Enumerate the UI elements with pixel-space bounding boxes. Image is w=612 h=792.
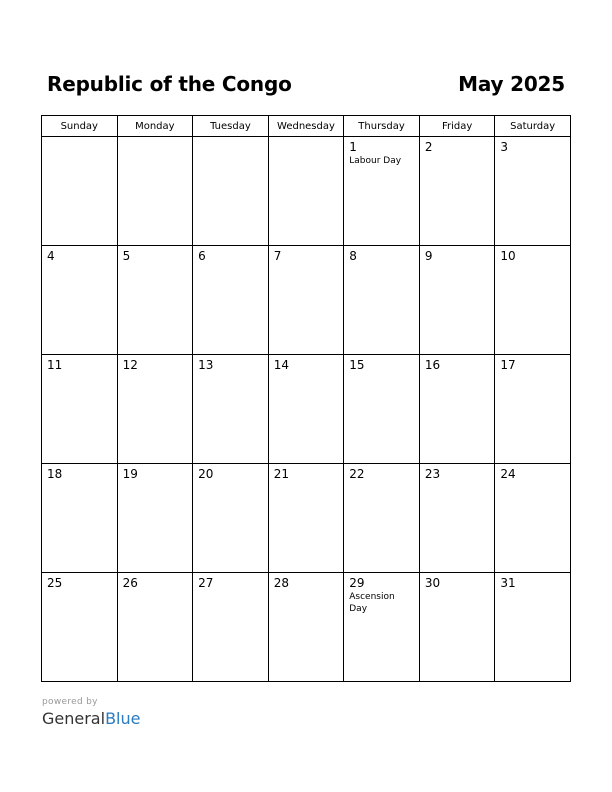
weekday-header: Saturday (495, 116, 571, 137)
day-number: 26 (122, 576, 138, 590)
day-number: 16 (424, 358, 441, 372)
weekday-header: Tuesday (193, 116, 269, 137)
day-number: 11 (47, 358, 63, 372)
footer-branding (42, 697, 140, 729)
month-year-title: May 2025 (458, 72, 565, 96)
brand-name-part1: General (42, 709, 106, 728)
powered-by-text: powered by (42, 697, 98, 707)
day-number: 22 (349, 467, 365, 481)
day-number: 14 (273, 358, 289, 372)
day-cell (419, 464, 495, 573)
day-cell (42, 573, 118, 682)
weekday-header: Wednesday (268, 116, 344, 137)
day-cell (495, 355, 571, 464)
week-row (42, 573, 571, 682)
day-cell (344, 573, 420, 682)
day-number: 25 (47, 576, 63, 590)
day-cell (268, 573, 344, 682)
day-cell (344, 464, 420, 573)
day-number: 9 (424, 249, 433, 263)
weekday-header: Monday (117, 116, 193, 137)
day-number: 3 (500, 140, 509, 154)
day-number: 8 (349, 249, 357, 263)
day-number: 24 (500, 467, 516, 481)
day-cell (419, 573, 495, 682)
holiday-label: Ascension Day (349, 592, 395, 614)
day-number: 28 (273, 576, 289, 590)
weekday-header: Thursday (344, 116, 420, 137)
day-cell (344, 355, 420, 464)
country-title: Republic of the Congo (47, 72, 292, 96)
brand-logo (42, 709, 140, 729)
day-number: 7 (273, 249, 282, 263)
day-number: 21 (273, 467, 289, 481)
week-row (42, 464, 571, 573)
day-cell (344, 246, 420, 355)
day-number: 17 (500, 358, 516, 372)
weekday-header-row (42, 116, 571, 137)
day-number: 19 (122, 467, 138, 481)
day-cell (268, 355, 344, 464)
day-number: 2 (424, 140, 433, 154)
day-number: 20 (198, 467, 214, 481)
weekday-header: Friday (419, 116, 495, 137)
day-cell (419, 137, 495, 246)
day-cell (495, 137, 571, 246)
day-number: 23 (424, 467, 441, 481)
day-cell (193, 137, 269, 246)
day-cell (42, 355, 118, 464)
day-cell (193, 246, 269, 355)
day-cell (495, 464, 571, 573)
day-cell (268, 137, 344, 246)
holiday-label: Labour Day (349, 156, 402, 166)
day-cell (117, 355, 193, 464)
day-cell (42, 137, 118, 246)
calendar-grid (41, 115, 571, 682)
day-cell (495, 246, 571, 355)
day-number: 15 (349, 358, 365, 372)
day-cell (419, 355, 495, 464)
day-number: 10 (500, 249, 516, 263)
day-number: 12 (122, 358, 138, 372)
day-number: 18 (47, 467, 63, 481)
day-cell (268, 246, 344, 355)
weekday-header: Sunday (42, 116, 118, 137)
day-cell (344, 137, 420, 246)
day-cell (42, 464, 118, 573)
day-cell (42, 246, 118, 355)
day-number: 13 (198, 358, 214, 372)
day-number: 31 (500, 576, 516, 590)
day-number: 30 (424, 576, 441, 590)
day-number: 27 (198, 576, 214, 590)
day-cell (268, 464, 344, 573)
week-row (42, 355, 571, 464)
day-cell (193, 573, 269, 682)
brand-name-part2: Blue (105, 709, 141, 728)
week-row (42, 246, 571, 355)
day-number: 29 (349, 576, 365, 590)
day-cell (117, 246, 193, 355)
week-row (42, 137, 571, 246)
day-cell (495, 573, 571, 682)
day-cell (193, 464, 269, 573)
day-cell (117, 573, 193, 682)
day-cell (419, 246, 495, 355)
day-number: 1 (349, 140, 357, 154)
day-number: 4 (47, 249, 55, 263)
day-cell (193, 355, 269, 464)
day-number: 5 (122, 249, 131, 263)
day-number: 6 (198, 249, 206, 263)
day-cell (117, 464, 193, 573)
day-cell (117, 137, 193, 246)
